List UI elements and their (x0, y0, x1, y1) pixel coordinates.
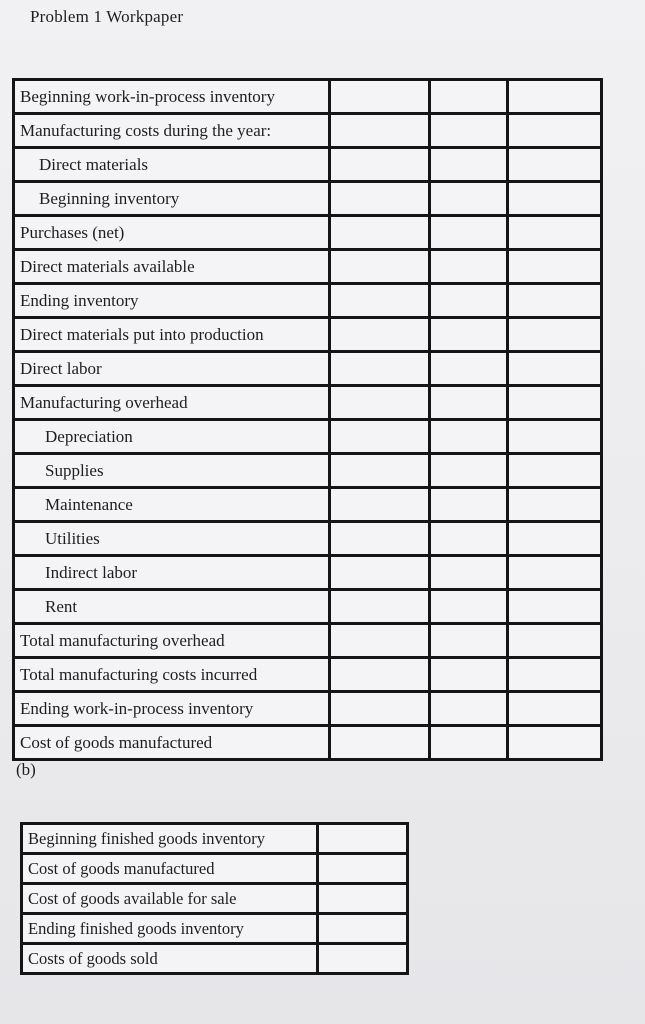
amount-cell-3[interactable] (508, 726, 602, 760)
amount-cell-3[interactable] (508, 522, 602, 556)
table-row (22, 854, 408, 884)
amount-cell-1[interactable] (330, 488, 430, 522)
table-row (14, 726, 602, 760)
amount-cell-2[interactable] (430, 420, 508, 454)
page-title: Problem 1 Workpaper (30, 7, 184, 26)
table-row (14, 386, 602, 420)
table-row (14, 692, 602, 726)
amount-cell-2[interactable] (430, 80, 508, 114)
row-label: Supplies (14, 454, 330, 488)
table-row (22, 914, 408, 944)
amount-cell-3[interactable] (508, 420, 602, 454)
row-label: Cost of goods available for sale (22, 884, 318, 914)
amount-cell-2[interactable] (430, 250, 508, 284)
amount-cell-3[interactable] (508, 454, 602, 488)
table-row (22, 944, 408, 974)
amount-cell-1[interactable] (318, 824, 408, 854)
amount-cell-1[interactable] (330, 182, 430, 216)
row-label: Rent (14, 590, 330, 624)
table-row (14, 80, 602, 114)
table-row (14, 658, 602, 692)
table-row (14, 556, 602, 590)
table-row (14, 148, 602, 182)
cost-of-goods-manufactured-table (12, 78, 603, 761)
table-row (22, 884, 408, 914)
amount-cell-1[interactable] (330, 624, 430, 658)
amount-cell-2[interactable] (430, 624, 508, 658)
amount-cell-1[interactable] (330, 250, 430, 284)
row-label: Depreciation (14, 420, 330, 454)
cost-of-goods-sold-table (20, 822, 409, 975)
amount-cell-1[interactable] (318, 854, 408, 884)
amount-cell-2[interactable] (430, 182, 508, 216)
row-label: Direct materials available (14, 250, 330, 284)
amount-cell-1[interactable] (330, 318, 430, 352)
amount-cell-3[interactable] (508, 692, 602, 726)
amount-cell-1[interactable] (330, 386, 430, 420)
amount-cell-1[interactable] (330, 454, 430, 488)
amount-cell-2[interactable] (430, 216, 508, 250)
table-row (14, 182, 602, 216)
amount-cell-2[interactable] (430, 318, 508, 352)
row-label: Manufacturing costs during the year: (14, 114, 330, 148)
amount-cell-3[interactable] (508, 386, 602, 420)
amount-cell-1[interactable] (330, 114, 430, 148)
table-row (14, 250, 602, 284)
amount-cell-3[interactable] (508, 658, 602, 692)
amount-cell-1[interactable] (330, 352, 430, 386)
amount-cell-3[interactable] (508, 80, 602, 114)
row-label: Beginning work-in-process inventory (14, 80, 330, 114)
amount-cell-3[interactable] (508, 148, 602, 182)
amount-cell-2[interactable] (430, 114, 508, 148)
amount-cell-1[interactable] (318, 884, 408, 914)
amount-cell-2[interactable] (430, 284, 508, 318)
row-label: Costs of goods sold (22, 944, 318, 974)
table-row (14, 216, 602, 250)
amount-cell-1[interactable] (318, 944, 408, 974)
row-label: Beginning inventory (14, 182, 330, 216)
amount-cell-1[interactable] (330, 80, 430, 114)
row-label: Ending inventory (14, 284, 330, 318)
table-row (14, 352, 602, 386)
amount-cell-1[interactable] (330, 556, 430, 590)
amount-cell-2[interactable] (430, 488, 508, 522)
row-label: Direct labor (14, 352, 330, 386)
amount-cell-2[interactable] (430, 692, 508, 726)
amount-cell-3[interactable] (508, 182, 602, 216)
table-row (14, 114, 602, 148)
amount-cell-1[interactable] (330, 284, 430, 318)
amount-cell-3[interactable] (508, 318, 602, 352)
amount-cell-2[interactable] (430, 386, 508, 420)
table-row (14, 420, 602, 454)
table-row (14, 488, 602, 522)
amount-cell-2[interactable] (430, 454, 508, 488)
table-row (14, 522, 602, 556)
row-label: Cost of goods manufactured (14, 726, 330, 760)
row-label: Ending work-in-process inventory (14, 692, 330, 726)
part-b-label: (b) (16, 760, 36, 779)
amount-cell-3[interactable] (508, 284, 602, 318)
amount-cell-2[interactable] (430, 352, 508, 386)
amount-cell-2[interactable] (430, 658, 508, 692)
row-label: Total manufacturing overhead (14, 624, 330, 658)
amount-cell-2[interactable] (430, 590, 508, 624)
amount-cell-2[interactable] (430, 522, 508, 556)
row-label: Manufacturing overhead (14, 386, 330, 420)
amount-cell-2[interactable] (430, 148, 508, 182)
amount-cell-1[interactable] (330, 420, 430, 454)
amount-cell-1[interactable] (330, 148, 430, 182)
table-row (14, 454, 602, 488)
table-row (14, 624, 602, 658)
amount-cell-1[interactable] (330, 658, 430, 692)
row-label: Purchases (net) (14, 216, 330, 250)
table-row (14, 284, 602, 318)
amount-cell-1[interactable] (330, 522, 430, 556)
amount-cell-3[interactable] (508, 590, 602, 624)
table-row (14, 590, 602, 624)
amount-cell-1[interactable] (330, 590, 430, 624)
row-label: Beginning finished goods inventory (22, 824, 318, 854)
amount-cell-3[interactable] (508, 114, 602, 148)
amount-cell-2[interactable] (430, 726, 508, 760)
amount-cell-3[interactable] (508, 250, 602, 284)
row-label: Direct materials put into production (14, 318, 330, 352)
table-row (14, 318, 602, 352)
row-label: Ending finished goods inventory (22, 914, 318, 944)
amount-cell-3[interactable] (508, 352, 602, 386)
table-row (22, 824, 408, 854)
amount-cell-3[interactable] (508, 556, 602, 590)
row-label: Utilities (14, 522, 330, 556)
row-label: Total manufacturing costs incurred (14, 658, 330, 692)
row-label: Cost of goods manufactured (22, 854, 318, 884)
amount-cell-1[interactable] (330, 216, 430, 250)
amount-cell-1[interactable] (318, 914, 408, 944)
amount-cell-1[interactable] (330, 692, 430, 726)
row-label: Indirect labor (14, 556, 330, 590)
amount-cell-2[interactable] (430, 556, 508, 590)
row-label: Maintenance (14, 488, 330, 522)
amount-cell-3[interactable] (508, 624, 602, 658)
amount-cell-3[interactable] (508, 216, 602, 250)
amount-cell-1[interactable] (330, 726, 430, 760)
amount-cell-3[interactable] (508, 488, 602, 522)
row-label: Direct materials (14, 148, 330, 182)
